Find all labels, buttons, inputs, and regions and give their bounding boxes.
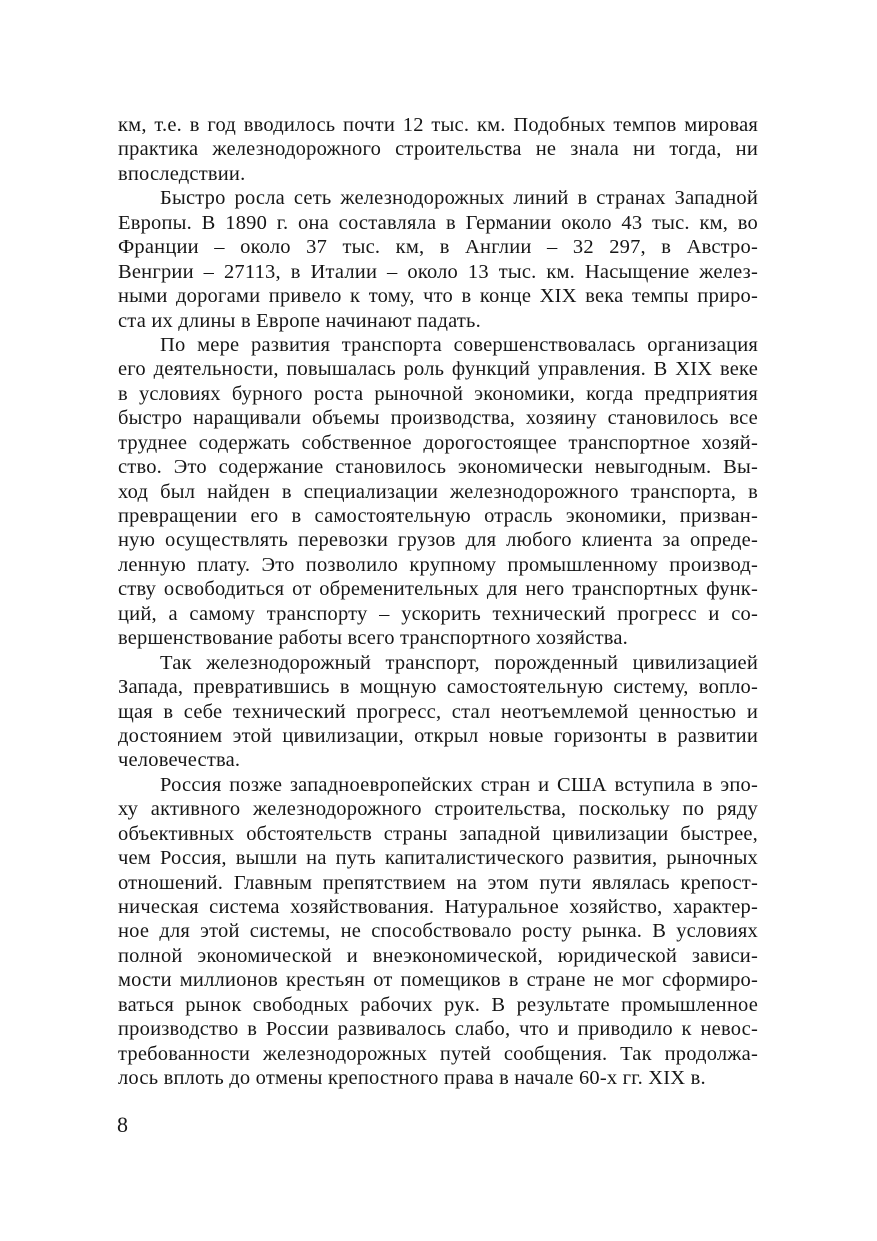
- text-line: ное для этой системы, не способствовало росту рынка. В условиях: [118, 920, 758, 943]
- text-line: превращении его в самостоятельную отрасль экономики, призван-: [118, 505, 758, 527]
- text-line: отношений. Главным препятствием на этом пути являлась крепост-: [118, 871, 758, 894]
- body-text: [118, 113, 758, 1091]
- text-line: Россия позже западноевропейских стран и США вступила в эпо-: [160, 773, 758, 796]
- text-line: ническая система хозяйствования. Натуральное хозяйство, характер-: [118, 896, 758, 918]
- text-line: Европы. В 1890 г. она составляла в Германии около 43 тыс. км, во: [118, 211, 758, 234]
- text-line: ций, а самому транспорту – ускорить технический прогресс и со-: [118, 602, 758, 625]
- text-line: Франции – около 37 тыс. км, в Англии – 32 297, в Австро-: [118, 236, 758, 259]
- text-line: производство в России развивалось слабо, что и приводило к невос-: [118, 1018, 758, 1041]
- text-line: требованности железнодорожных путей сообщения. Так продолжа-: [118, 1042, 758, 1065]
- paragraph: [118, 113, 758, 186]
- text-line: практика железнодорожного строительства не знала ни тогда, ни: [118, 138, 758, 161]
- text-line: вершенствование работы всего транспортного хозяйства.: [118, 627, 628, 650]
- text-line: достоянием этой цивилизации, открыл новые горизонты в развитии: [118, 724, 758, 747]
- text-line: впоследствии.: [118, 162, 246, 185]
- text-line: объективных обстоятельств страны западной цивилизации быстрее,: [118, 822, 758, 845]
- paragraph: [118, 773, 758, 1091]
- text-line: человечества.: [118, 749, 241, 772]
- text-line: полной экономической и внеэкономической, юридической зависи-: [118, 944, 758, 967]
- text-line: ными дорогами привело к тому, что в конце XIX века темпы приро-: [118, 285, 758, 308]
- text-line: лось вплоть до отмены крепостного права в начале 60-х гг. XIX в.: [118, 1067, 706, 1090]
- text-line: в условиях бурного роста рыночной экономики, когда предприятия: [118, 382, 758, 405]
- text-line: ваться рынок свободных рабочих рук. В результате промышленное: [118, 993, 758, 1016]
- paragraph: [118, 651, 758, 773]
- text-line: его деятельности, повышалась роль функций управления. В XIX веке: [118, 358, 758, 381]
- text-line: Запада, превратившись в мощную самостоятельную систему, вопло-: [118, 676, 758, 699]
- text-line: ству освободиться от обременительных для него транспортных функ-: [118, 578, 758, 601]
- paragraph: [118, 333, 758, 651]
- text-line: труднее содержать собственное дорогостоящее транспортное хозяй-: [118, 431, 758, 454]
- paragraph: [118, 186, 758, 333]
- text-line: Быстро росла сеть железнодорожных линий в странах Западной: [160, 187, 758, 210]
- text-line: ство. Это содержание становилось экономически невыгодным. Вы-: [118, 456, 758, 479]
- text-line: ход был найден в специализации железнодорожного транспорта, в: [118, 480, 758, 503]
- text-line: км, т.е. в год вводилось почти 12 тыс. км. Подобных темпов мировая: [118, 114, 758, 136]
- text-line: щая в себе технический прогресс, стал неотъемлемой ценностью и: [118, 700, 758, 723]
- text-line: Венгрии – 27113, в Италии – около 13 тыс. км. Насыщение желез-: [118, 260, 758, 283]
- text-line: ста их длины в Европе начинают падать.: [118, 309, 481, 332]
- text-line: ленную плату. Это позволило крупному промышленному производ-: [118, 553, 758, 576]
- text-line: ху активного железнодорожного строительства, поскольку по ряду: [118, 798, 758, 821]
- text-line: быстро наращивали объемы производства, хозяину становилось все: [118, 407, 758, 430]
- text-line: мости миллионов крестьян от помещиков в стране не мог сформиро-: [118, 969, 758, 992]
- text-line: По мере развития транспорта совершенствовалась организация: [160, 333, 758, 356]
- page-number: 8: [117, 1112, 128, 1137]
- text-line: чем Россия, вышли на путь капиталистического развития, рыночных: [118, 847, 758, 870]
- text-line: ную осуществлять перевозки грузов для любого клиента за опреде-: [118, 529, 758, 552]
- text-line: Так железнодорожный транспорт, порожденный цивилизацией: [160, 651, 758, 674]
